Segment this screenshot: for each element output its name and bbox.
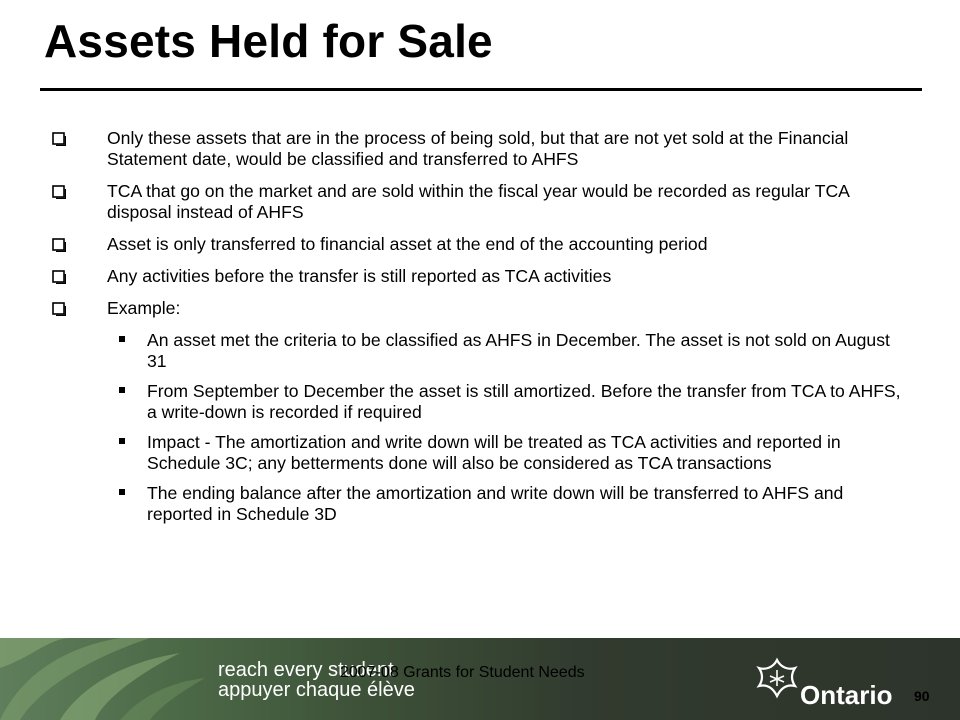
title-rule xyxy=(40,88,922,91)
sub-bullet-text: An asset met the criteria to be classified as AHFS in December. The asset is not sold on August 31 xyxy=(147,330,890,371)
bullet-item xyxy=(52,128,912,170)
bullet-text: TCA that go on the market and are sold within the fiscal year would be recorded as regular TCA disposal instead of AHFS xyxy=(107,181,849,222)
sub-bullet-text: From September to December the asset is still amortized. Before the transfer from TCA to AHFS, a write-down is recorded if required xyxy=(147,381,901,422)
trillium-icon xyxy=(755,656,799,700)
square-bullet-icon xyxy=(119,336,125,342)
bullet-text: Only these assets that are in the process of being sold, but that are not yet sold at the Financial Statement date, would be classified and transferred to AHFS xyxy=(107,128,849,169)
checkbox-outline-icon xyxy=(52,302,66,316)
sub-bullet-text: Impact - The amortization and write down will be treated as TCA activities and reported in Schedule 3C; any betterments done will also be considered as TCA transactions xyxy=(147,432,841,473)
checkbox-outline-icon xyxy=(52,132,66,146)
checkbox-outline-icon xyxy=(52,270,66,284)
bullet-text: Any activities before the transfer is still reported as TCA activities xyxy=(107,266,612,286)
bullet-item xyxy=(52,234,912,255)
slogan-line-french: appuyer chaque élève xyxy=(218,679,415,701)
square-bullet-icon xyxy=(119,438,125,444)
sub-bullet-item xyxy=(52,432,912,474)
sub-bullet-item xyxy=(52,381,912,423)
checkbox-outline-icon xyxy=(52,185,66,199)
square-bullet-icon xyxy=(119,387,125,393)
slide-content xyxy=(52,128,912,534)
bullet-item xyxy=(52,298,912,319)
page-number: 90 xyxy=(914,688,930,704)
sub-bullet-item xyxy=(52,330,912,372)
leaf-decoration-icon xyxy=(0,638,210,720)
slide-title: Assets Held for Sale xyxy=(44,15,493,67)
sub-bullet-text: The ending balance after the amortization and write down will be transferred to AHFS and reported in Schedule 3D xyxy=(147,483,844,524)
square-bullet-icon xyxy=(119,489,125,495)
bullet-text: Asset is only transferred to financial asset at the end of the accounting period xyxy=(107,234,708,254)
slogan-line-english: reach every student xyxy=(218,659,394,681)
footer-caption: 2007-08 Grants for Student Needs xyxy=(340,664,585,681)
sub-bullet-item xyxy=(52,483,912,525)
bullet-text: Example: xyxy=(107,298,181,318)
bullet-item xyxy=(52,266,912,287)
bullet-item xyxy=(52,181,912,223)
checkbox-outline-icon xyxy=(52,238,66,252)
ontario-wordmark: Ontario xyxy=(800,680,893,710)
